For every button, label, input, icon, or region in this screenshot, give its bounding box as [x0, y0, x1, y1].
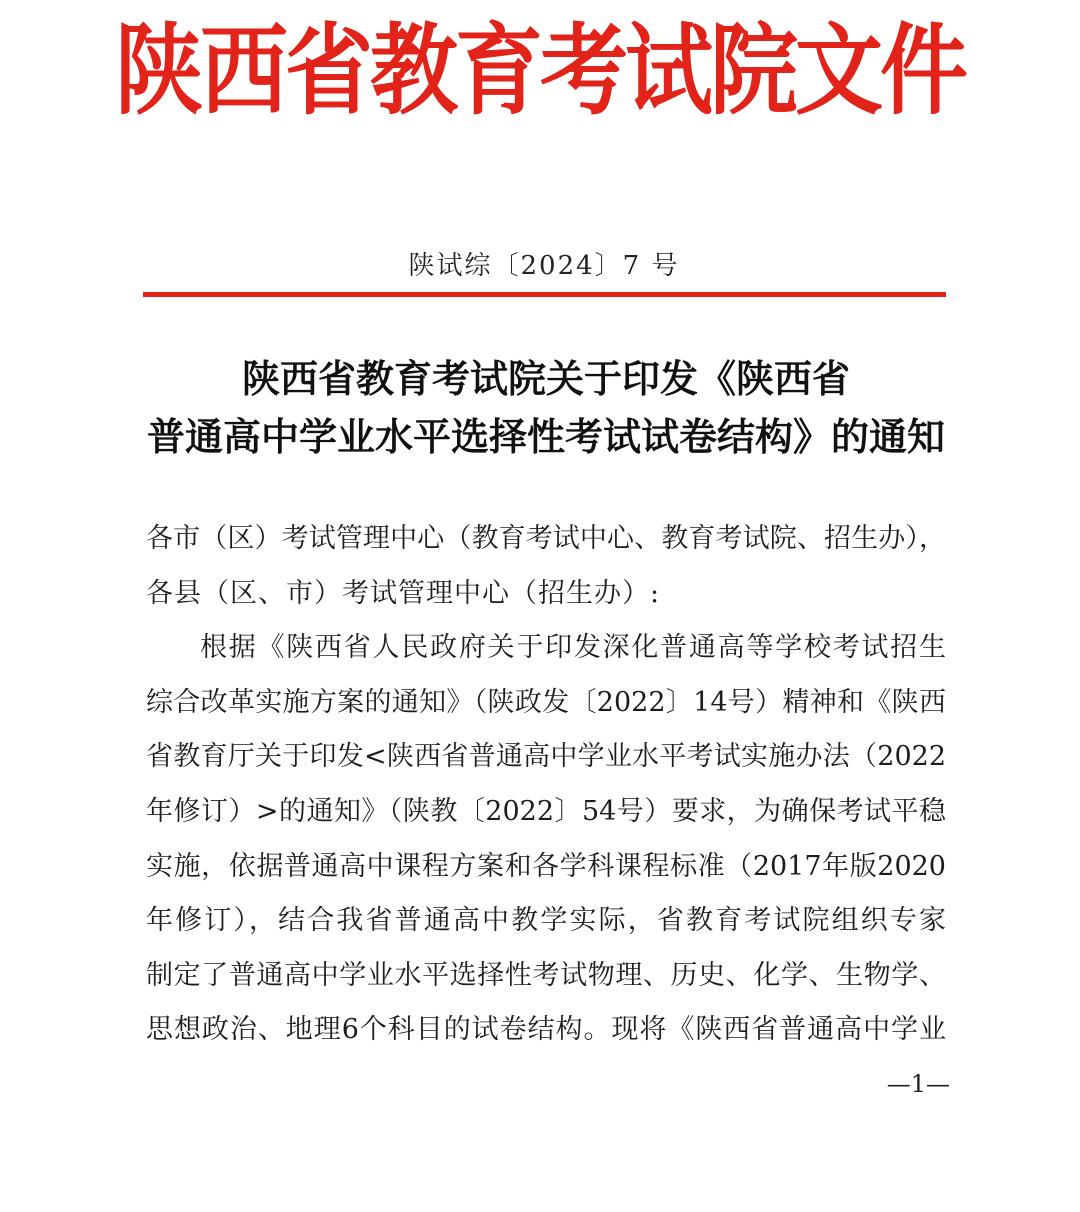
document-number: 陕试综〔2024〕7 号	[408, 251, 680, 281]
document-header-title: 陕西省教育考试院文件	[114, 12, 965, 129]
body-line: 制定了普通高中学业水平选择性考试物理、历史、化学、生物学、	[146, 959, 946, 991]
body-line: 省教育厅关于印发<陕西省普通高中学业水平考试实施办法（2022	[146, 741, 946, 773]
notice-title-line-2: 普通高中学业水平选择性考试试卷结构》的通知	[146, 414, 945, 459]
body-line-paragraph-start: 根据《陕西省人民政府关于印发深化普通高等学校考试招生	[200, 632, 946, 664]
body-line: 年修订）>的通知》（陕教〔2022〕54号）要求，为确保考试平稳	[146, 795, 946, 827]
body-line-recipients-2: 各县（区、市）考试管理中心（招生办）:	[146, 577, 661, 609]
body-line: 思想政治、地理6个科目的试卷结构。现将《陕西省普通高中学业	[146, 1014, 946, 1046]
body-line-recipients-1: 各市（区）考试管理中心（教育考试中心、教育考试院、招生办），	[146, 523, 946, 554]
notice-title-line-1: 陕西省教育考试院关于印发《陕西省	[241, 356, 850, 401]
body-line: 实施，依据普通高中课程方案和各学科课程标准（2017年版2020	[146, 850, 946, 882]
page-number: —1—	[886, 1070, 950, 1098]
body-line: 年修订），结合我省普通高中教学实际，省教育考试院组织专家	[146, 905, 946, 937]
body-line: 综合改革实施方案的通知》（陕政发〔2022〕14号）精神和《陕西	[146, 686, 946, 718]
red-divider-line	[143, 292, 946, 297]
notice-title	[140, 350, 952, 466]
notice-body	[146, 512, 946, 1058]
